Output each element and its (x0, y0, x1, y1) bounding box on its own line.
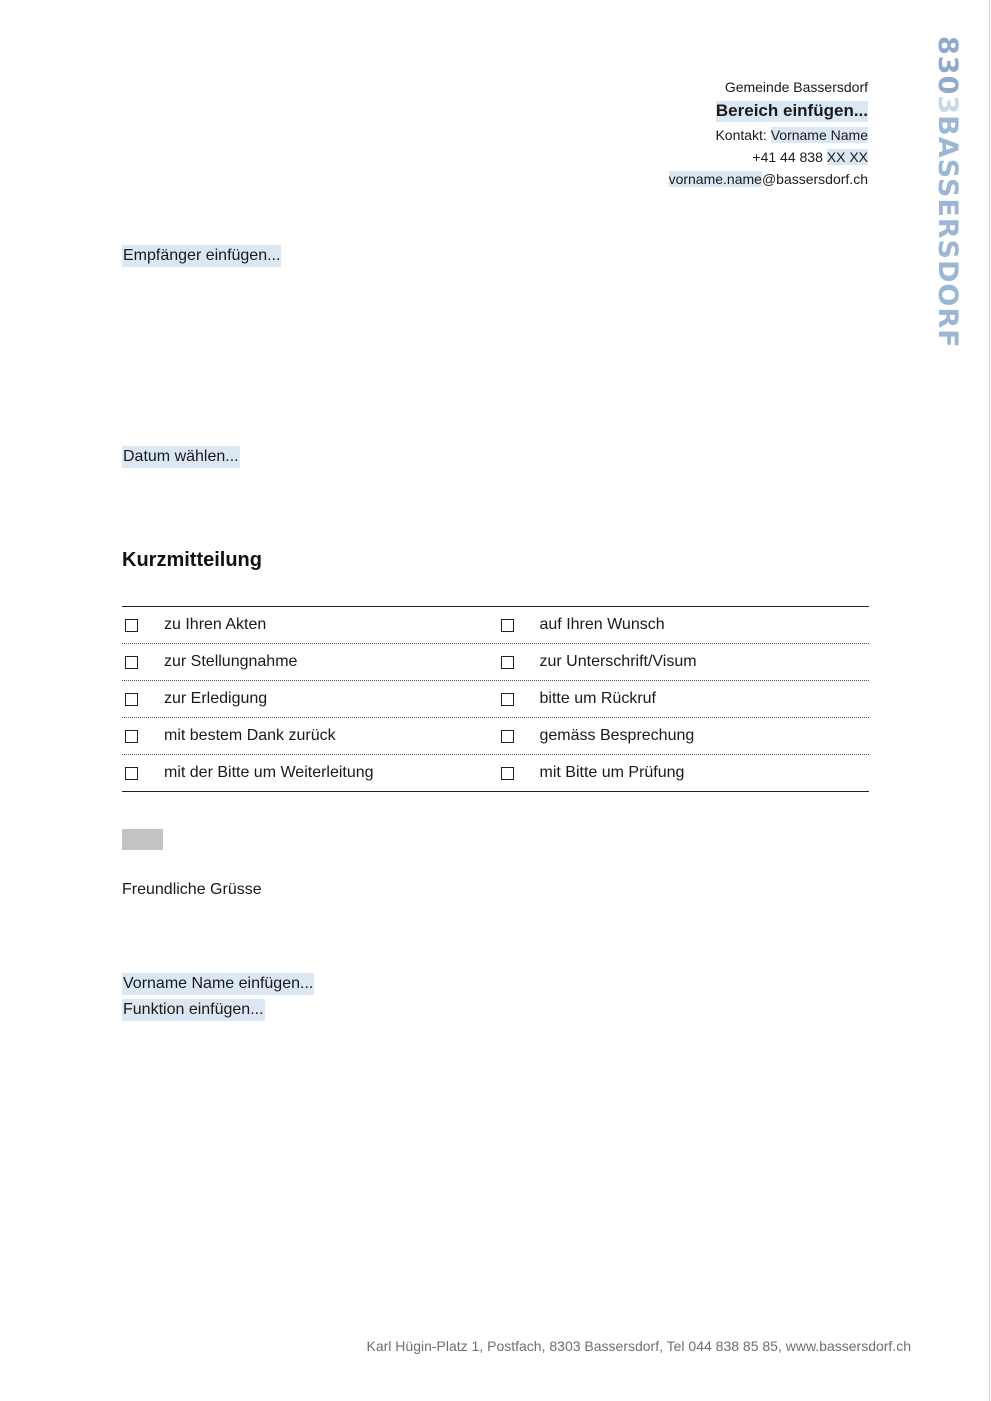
email-domain: @bassersdorf.ch (761, 171, 868, 187)
checklist-item[interactable] (494, 718, 870, 754)
email-line (669, 170, 868, 192)
checklist-label: zur Erledigung (164, 690, 268, 707)
message-text-field[interactable] (122, 829, 163, 850)
checklist-label: gemäss Besprechung (539, 727, 695, 744)
page-edge-line (989, 0, 990, 1401)
signer-name-field[interactable]: Vorname Name einfügen... (122, 973, 314, 995)
checkbox[interactable] (125, 693, 138, 706)
checklist-label: mit der Bitte um Weiterleitung (164, 764, 374, 781)
brand-name: BASSERSDORF (932, 115, 963, 349)
signer-function-field[interactable]: Funktion einfügen... (122, 999, 265, 1021)
checklist-label: bitte um Rückruf (539, 690, 656, 707)
contact-name-field[interactable]: Vorname Name (770, 127, 868, 143)
department-field[interactable]: Bereich einfügen... (715, 101, 868, 120)
checklist-label: auf Ihren Wunsch (539, 616, 665, 633)
checkbox[interactable] (501, 619, 514, 632)
checklist-item[interactable] (494, 644, 870, 680)
phone-line (669, 148, 868, 170)
phone-prefix: +41 44 838 (752, 149, 827, 165)
phone-suffix-field[interactable]: XX XX (826, 149, 868, 165)
checklist-label: mit bestem Dank zurück (164, 727, 336, 744)
contact-label: Kontakt: (715, 127, 771, 143)
footer-address: Karl Hügin-Platz 1, Postfach, 8303 Bassersdorf, Tel 044 838 85 85, www.bassersdorf.ch (366, 1338, 911, 1354)
checklist-row (122, 607, 869, 644)
checkbox[interactable] (501, 693, 514, 706)
recipient-field[interactable]: Empfänger einfügen... (122, 245, 281, 267)
checklist-item[interactable] (494, 755, 870, 791)
checklist-item[interactable] (494, 681, 870, 717)
page-title: Kurzmitteilung (122, 549, 262, 571)
checkbox[interactable] (125, 767, 138, 780)
sender-block (669, 78, 868, 192)
brand-digits: 830 (932, 36, 963, 96)
date-picker-field[interactable]: Datum wählen... (122, 446, 240, 468)
checklist-label: zur Stellungnahme (164, 653, 298, 670)
checklist-item[interactable] (122, 681, 494, 717)
checklist-row (122, 755, 869, 791)
checklist-item[interactable] (122, 644, 494, 680)
email-user-field[interactable]: vorname.name (668, 171, 762, 187)
greeting: Freundliche Grüsse (122, 881, 262, 898)
checklist-item[interactable] (122, 755, 494, 791)
checkbox[interactable] (125, 619, 138, 632)
checklist-row (122, 681, 869, 718)
checkbox[interactable] (125, 730, 138, 743)
checkbox[interactable] (125, 656, 138, 669)
checklist-item[interactable] (122, 718, 494, 754)
checklist-table (122, 606, 869, 792)
checklist-label: zu Ihren Akten (164, 616, 267, 633)
checklist-label: mit Bitte um Prüfung (539, 764, 685, 781)
brand-accent-digit: 3 (932, 95, 963, 116)
brand-logo (934, 36, 961, 349)
checkbox[interactable] (501, 656, 514, 669)
sender-org: Gemeinde Bassersdorf (724, 79, 868, 95)
checklist-row (122, 718, 869, 755)
checkbox[interactable] (501, 767, 514, 780)
checklist-item[interactable] (122, 607, 494, 643)
contact-line (669, 126, 868, 148)
checklist-row (122, 644, 869, 681)
checklist-item[interactable] (494, 607, 870, 643)
checklist-label: zur Unterschrift/Visum (539, 653, 697, 670)
checkbox[interactable] (501, 730, 514, 743)
